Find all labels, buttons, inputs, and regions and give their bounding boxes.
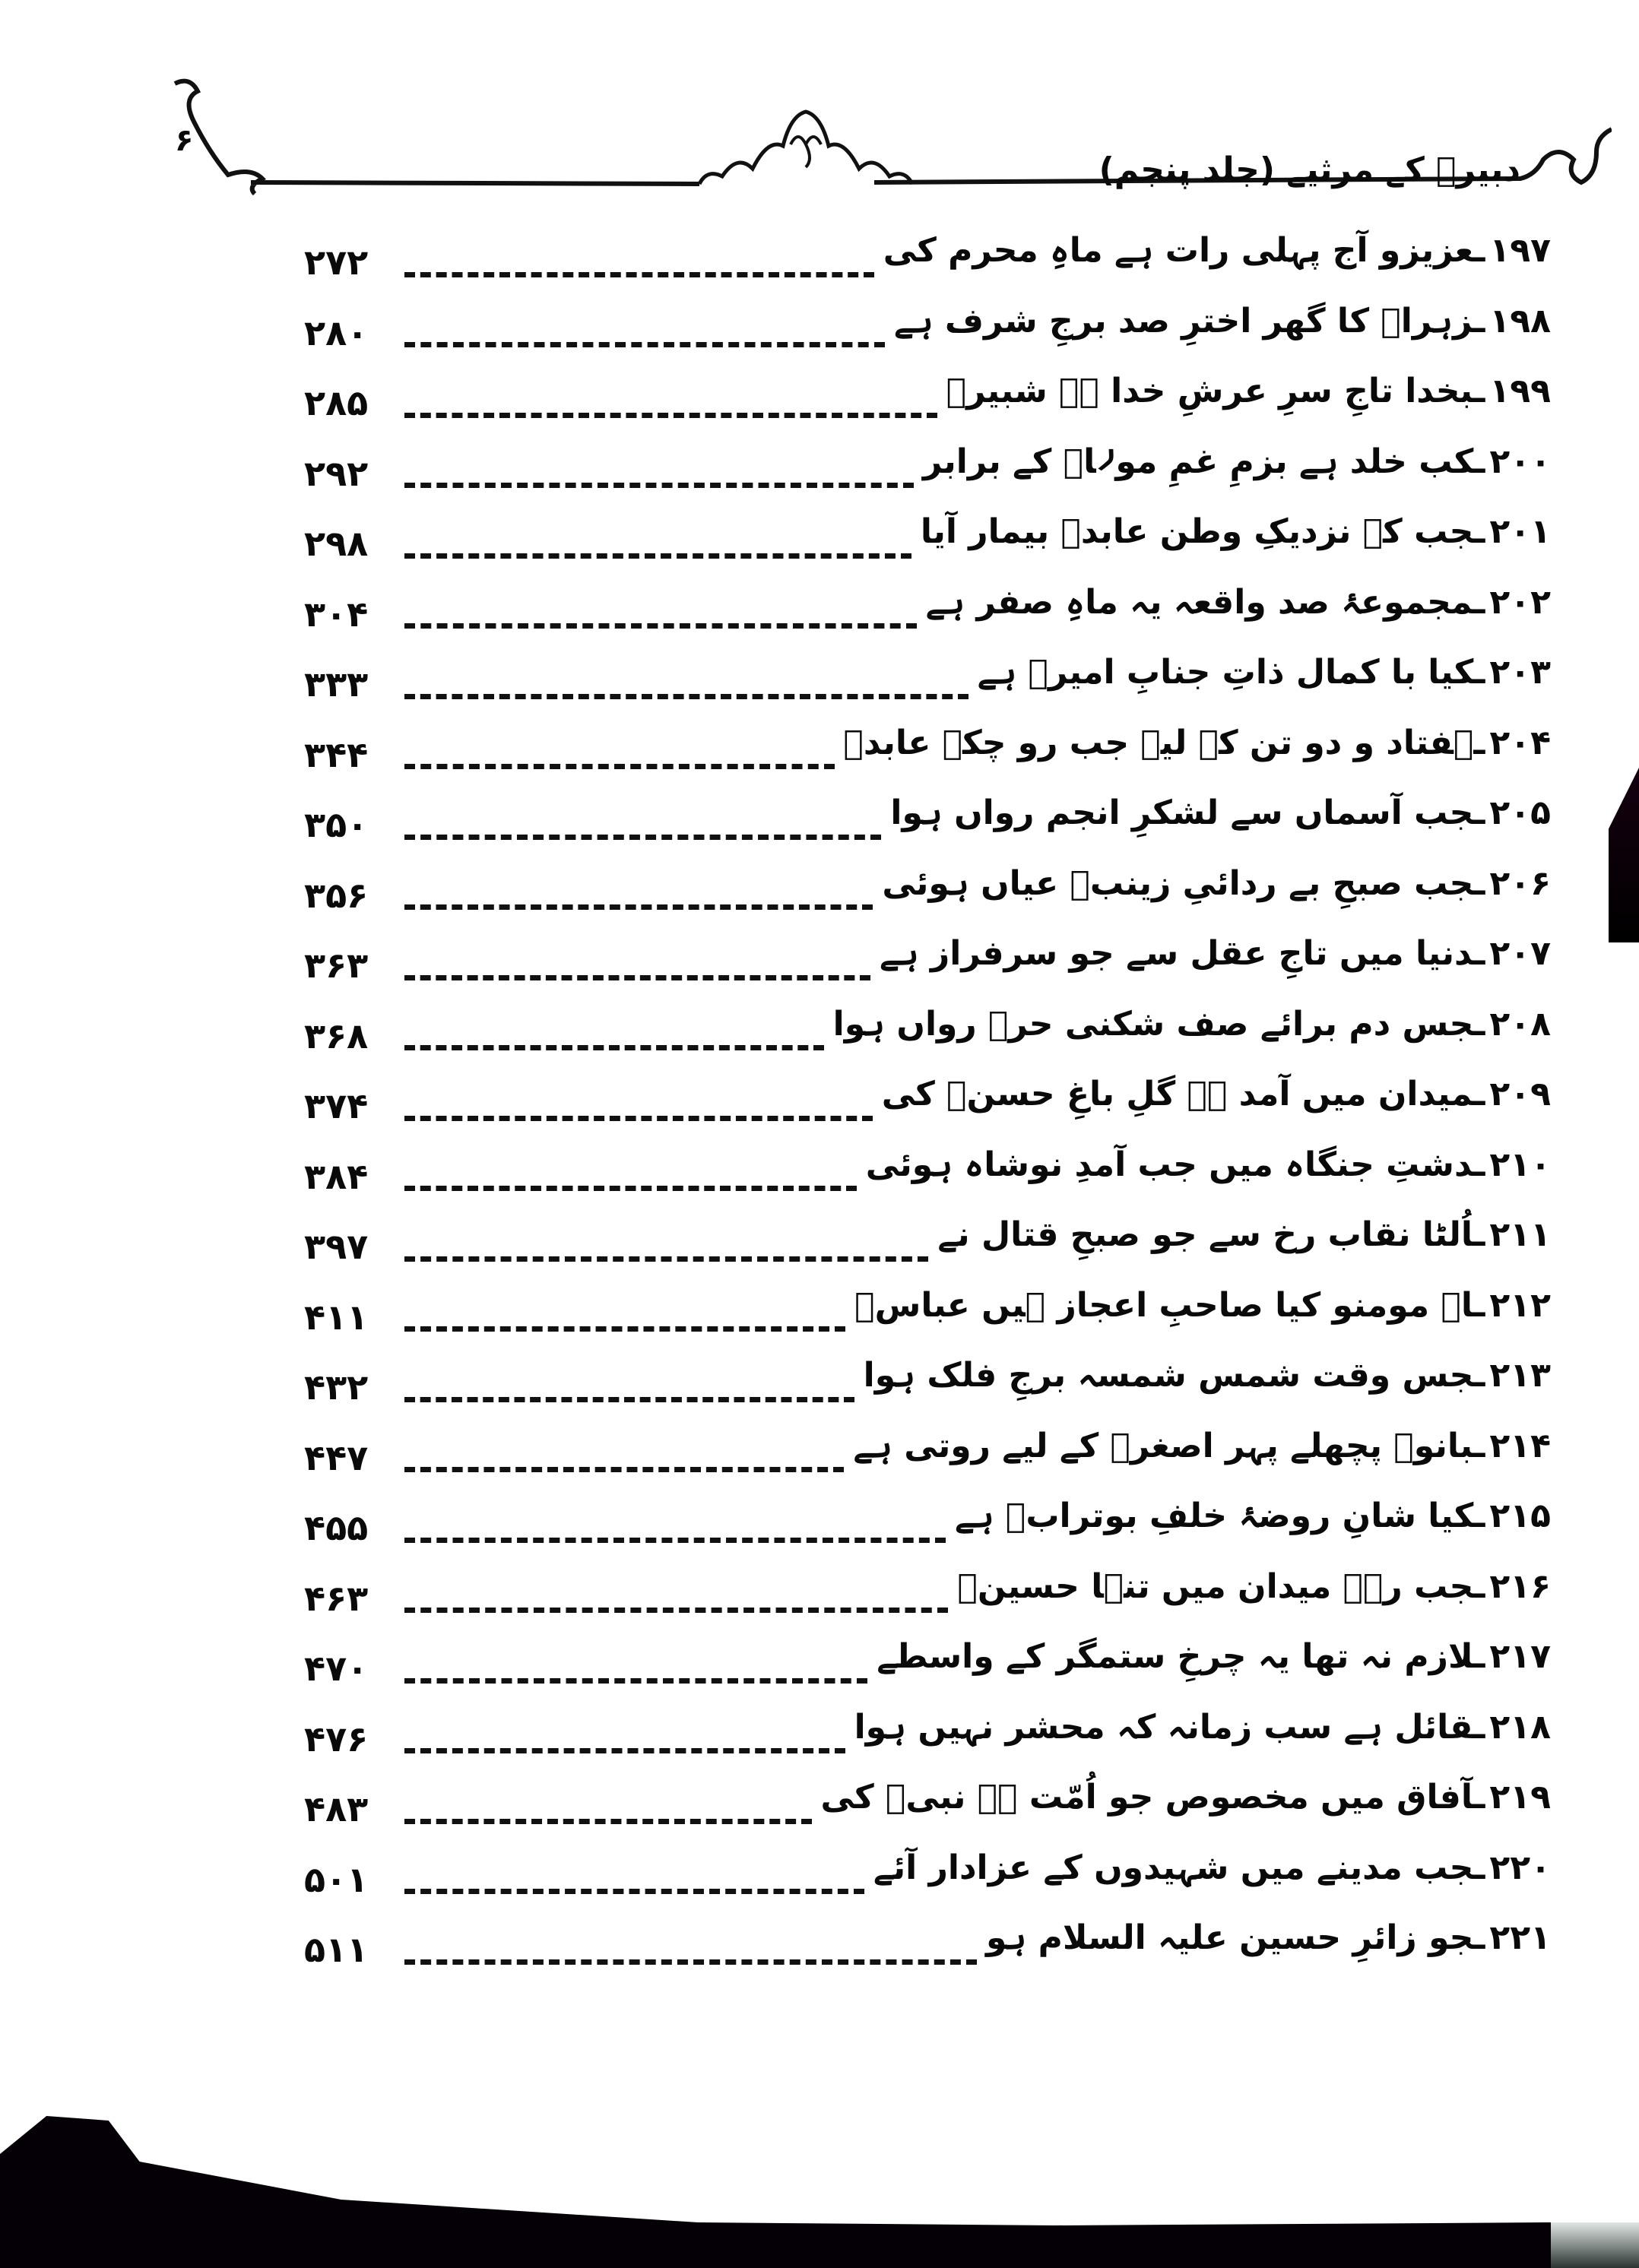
- dotted-leader: [404, 1467, 844, 1472]
- toc-entry: [304, 1705, 1551, 1775]
- toc-entry: [304, 931, 1551, 1002]
- entry-title: ۲۰۰ـکب خلد ہے بزمِ غمِ مولاؑ کے برابر: [922, 442, 1551, 481]
- toc-entry: [304, 861, 1551, 932]
- book-title: دبیرؔ کے مرثیے (جلد پنجم): [1098, 150, 1520, 189]
- toc-entry: [304, 790, 1551, 861]
- entry-title: ۲۰۹ـمیدان میں آمد ہے گلِ باغِ حسنؑ کی: [881, 1075, 1551, 1113]
- entry-title: ۲۱۵ـکیا شانِ روضۂ خلفِ بوترابؑ ہے: [955, 1497, 1551, 1535]
- toc-entry: [304, 580, 1551, 651]
- entry-page: ۴۵۵: [304, 1507, 369, 1548]
- dotted-leader: [404, 904, 873, 910]
- entry-title: ۲۰۸ـجس دم برائے صف شکنی حرؑ رواں ہوا: [832, 1004, 1551, 1044]
- entry-page: ۲۸۰: [304, 312, 369, 353]
- entry-page: ۳۸۴: [304, 1155, 369, 1197]
- entry-title: ۱۹۷ـعزیزو آج پہلی رات ہے ماہِ محرم کی: [883, 231, 1551, 270]
- dotted-leader: [404, 1748, 845, 1753]
- scanner-edge: [1551, 2222, 1639, 2268]
- dotted-leader: [404, 835, 881, 840]
- toc-entry: [304, 1283, 1551, 1354]
- entry-page: ۳۵۶: [304, 874, 369, 916]
- dotted-leader: [404, 1116, 873, 1121]
- toc-entry: [304, 1002, 1551, 1072]
- entry-title: ۲۲۰ـجب مدینے میں شہیدوں کے عزادار آئے: [873, 1848, 1551, 1887]
- toc-entry: [304, 1212, 1551, 1283]
- entry-page: ۴۸۳: [304, 1788, 369, 1829]
- scan-shadow-right: [1609, 768, 1639, 942]
- toc-entry: [304, 1845, 1551, 1916]
- dotted-leader: [404, 272, 874, 277]
- scan-shadow-bottom: [0, 2116, 1551, 2268]
- entry-title: ۲۱۴ـبانوؑ پچھلے پہر اصغرؑ کے لیے روتی ہے: [853, 1426, 1551, 1465]
- dotted-leader: [404, 1959, 977, 1965]
- entry-page: ۳۹۷: [304, 1226, 369, 1267]
- page-number: ۶: [175, 123, 194, 158]
- entry-title: ۲۰۳ـکیا با کمال ذاتِ جنابِ امیرؑ ہے: [977, 653, 1551, 692]
- toc-entry: [304, 1353, 1551, 1424]
- table-of-contents: [304, 228, 1551, 1986]
- entry-title: ۲۱۹ـآفاق میں مخصوص جو اُمّت ہے نبیؐ کی: [820, 1778, 1551, 1817]
- toc-entry: [304, 1564, 1551, 1635]
- entry-page: ۲۷۲: [304, 242, 369, 283]
- toc-entry: [304, 228, 1551, 299]
- entry-page: ۵۰۱: [304, 1858, 369, 1900]
- entry-page: ۴۴۷: [304, 1437, 369, 1478]
- dotted-leader: [404, 1819, 812, 1824]
- toc-entry: [304, 1072, 1551, 1142]
- toc-entry: [304, 1634, 1551, 1705]
- entry-page: ۳۰۴: [304, 593, 369, 635]
- entry-page: ۴۳۲: [304, 1367, 369, 1408]
- entry-page: ۴۶۳: [304, 1577, 369, 1619]
- dotted-leader: [404, 1538, 946, 1543]
- entry-title: ۱۹۹ـبخدا تاجِ سرِ عرشِ خدا ہے شبیرؑ: [946, 372, 1551, 410]
- entry-title: ۲۱۰ـدشتِ جنگاہ میں جب آمدِ نوشاہ ہوئی: [865, 1145, 1551, 1184]
- entry-page: ۳۶۸: [304, 1015, 369, 1056]
- entry-page: ۴۱۱: [304, 1296, 369, 1338]
- entry-page: ۳۶۳: [304, 945, 369, 986]
- page-header: [167, 68, 1612, 205]
- dotted-leader: [404, 413, 937, 418]
- toc-entry: [304, 369, 1551, 439]
- dotted-leader: [404, 1186, 857, 1191]
- entry-title: ۲۱۲ـاے مومنو کیا صاحبِ اعجاز ہیں عباسؑ: [854, 1285, 1551, 1325]
- entry-title: ۲۱۱ـاُلٹا نقاب رخ سے جو صبحِ قتال نے: [937, 1215, 1551, 1254]
- entry-title: ۲۱۳ـجس وقت شمس شمسہ برجِ فلک ہوا: [863, 1356, 1551, 1395]
- entry-page: ۲۸۵: [304, 382, 369, 423]
- dotted-leader: [404, 694, 968, 699]
- dotted-leader: [404, 1045, 824, 1050]
- dotted-leader: [404, 483, 914, 488]
- entry-page: ۴۷۶: [304, 1718, 369, 1760]
- entry-page: ۳۷۴: [304, 1085, 369, 1126]
- entry-title: ۱۹۸ـزہراؑ کا گھر اخترِ صد برجِ شرف ہے: [894, 301, 1551, 341]
- toc-entry: [304, 721, 1551, 791]
- dotted-leader: [404, 975, 870, 980]
- entry-page: ۳۵۰: [304, 804, 369, 845]
- entry-page: ۳۳۳: [304, 664, 369, 705]
- entry-page: ۲۹۸: [304, 523, 369, 564]
- entry-title: ۲۰۱ـجب کہ نزدیکِ وطن عابدؑ بیمار آیا: [920, 512, 1551, 551]
- toc-entry: [304, 1142, 1551, 1213]
- entry-title: ۲۰۴ـہفتاد و دو تن کے لیے جب رو چکے عابدؑ: [843, 723, 1551, 762]
- entry-page: ۵۱۱: [304, 1929, 369, 1970]
- toc-entry: [304, 650, 1551, 721]
- entry-title: ۲۰۶ـجب صبحِ بے ردائیِ زینبؑ عیاں ہوئی: [882, 863, 1551, 903]
- dotted-leader: [404, 1889, 864, 1894]
- dotted-leader: [404, 1678, 867, 1684]
- entry-page: ۴۷۰: [304, 1648, 369, 1689]
- entry-title: ۲۱۸ـقائل ہے سب زمانہ کہ محشر نہیں ہوا: [854, 1707, 1551, 1747]
- entry-title: ۲۱۷ـلازم نہ تھا یہ چرخِ ستمگر کے واسطے: [877, 1637, 1551, 1676]
- toc-entry: [304, 299, 1551, 369]
- dotted-leader: [404, 623, 917, 629]
- dotted-leader: [404, 342, 885, 347]
- toc-entry: [304, 1494, 1551, 1564]
- entry-title: ۲۲۱ـجو زائرِ حسین علیہ السلام ہو: [985, 1918, 1551, 1957]
- entry-title: ۲۰۷ـدنیا میں تاجِ عقل سے جو سرفراز ہے: [880, 934, 1551, 973]
- dotted-leader: [404, 553, 911, 559]
- toc-entry: [304, 509, 1551, 580]
- entry-title: ۲۰۲ـمجموعۂ صد واقعہ یہ ماہِ صفر ہے: [925, 582, 1551, 622]
- dotted-leader: [404, 1256, 928, 1262]
- entry-title: ۲۰۵ـجب آسماں سے لشکرِ انجم رواں ہوا: [890, 793, 1551, 832]
- toc-entry: [304, 1775, 1551, 1845]
- entry-title: ۲۱۶ـجب رہے میدان میں تنہا حسینؑ: [957, 1566, 1551, 1606]
- dotted-leader: [404, 764, 835, 769]
- toc-entry: [304, 1424, 1551, 1494]
- dotted-leader: [404, 1326, 845, 1332]
- dotted-leader: [404, 1608, 948, 1613]
- entry-page: ۳۴۴: [304, 733, 369, 775]
- dotted-leader: [404, 1397, 854, 1402]
- toc-entry: [304, 439, 1551, 510]
- toc-entry: [304, 1915, 1551, 1986]
- entry-page: ۲۹۲: [304, 452, 369, 494]
